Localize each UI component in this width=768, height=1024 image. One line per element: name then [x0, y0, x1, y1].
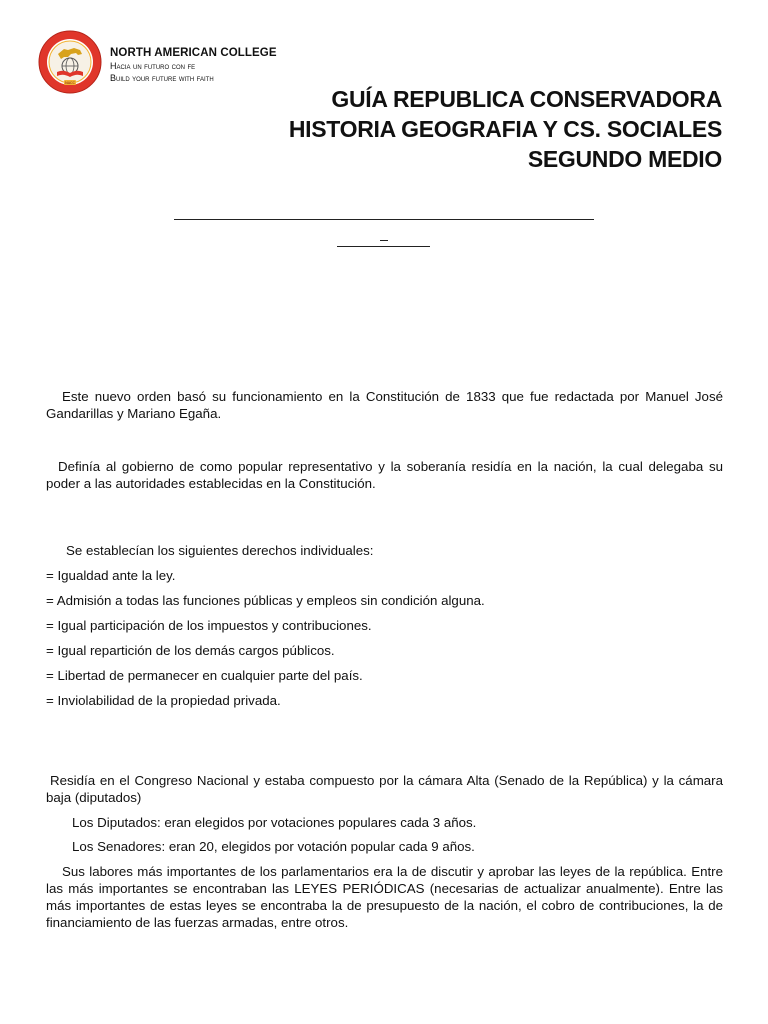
- school-motto-es: Hacia un futuro con fe: [110, 61, 196, 71]
- paragraph-congress: Residía en el Congreso Nacional y estaba compuesto por la cámara Alta (Senado de la República) y la cámara baja (diputados): [46, 773, 723, 805]
- blank-line-short: [337, 246, 430, 247]
- school-logo: [38, 30, 102, 94]
- paragraph-laws: Sus labores más importantes de los parlamentarios era la de discutir y aprobar las leyes de la república. Entre las más importantes se encontraban las LEYES PERIÓDICAS (necesarias de actualizar anualmente). Entre las más importantes de estas leyes se encontraba la de presupuesto de la nación, el cobro de contribuciones, la de financiamiento de las fuerzas armadas, entre otros.: [46, 864, 723, 930]
- blank-dash: [380, 240, 388, 241]
- blank-line: [174, 219, 594, 220]
- title-line-1: GUÍA REPUBLICA CONSERVADORA: [331, 86, 722, 112]
- logo-text: NACC: [65, 81, 75, 85]
- paragraph-government: Definía al gobierno de como popular representativo y la soberanía residía en la nación, la cual delegaba su poder a las autoridades establecidas en la Constitución.: [46, 459, 723, 491]
- list-item: = Igual repartición de los demás cargos públicos.: [46, 643, 335, 658]
- list-item: = Igualdad ante la ley.: [46, 568, 176, 583]
- school-block: [110, 46, 277, 84]
- title-line-3: SEGUNDO MEDIO: [527, 146, 722, 172]
- school-name: NORTH AMERICAN COLLEGE: [110, 47, 277, 59]
- document-title: [289, 84, 722, 174]
- list-item: = Inviolabilidad de la propiedad privada.: [46, 693, 281, 708]
- title-line-2: HISTORIA GEOGRAFIA Y CS. SOCIALES: [288, 116, 722, 142]
- list-item: = Libertad de permanecer en cualquier parte del país.: [46, 668, 363, 683]
- paragraph-senators: Los Senadores: eran 20, elegidos por votación popular cada 9 años.: [72, 839, 475, 854]
- paragraph-constitution: Este nuevo orden basó su funcionamiento en la Constitución de 1833 que fue redactada por Manuel José Gandarillas y Mariano Egaña.: [46, 389, 723, 421]
- list-item: = Admisión a todas las funciones públicas y empleos sin condición alguna.: [46, 593, 485, 608]
- list-item: = Igual participación de los impuestos y contribuciones.: [46, 618, 372, 633]
- paragraph-deputies: Los Diputados: eran elegidos por votaciones populares cada 3 años.: [72, 815, 477, 830]
- rights-list: [46, 567, 485, 717]
- school-motto-en: Build your future with faith: [110, 73, 214, 83]
- paragraph-rights-intro: Se establecían los siguientes derechos individuales:: [66, 543, 374, 558]
